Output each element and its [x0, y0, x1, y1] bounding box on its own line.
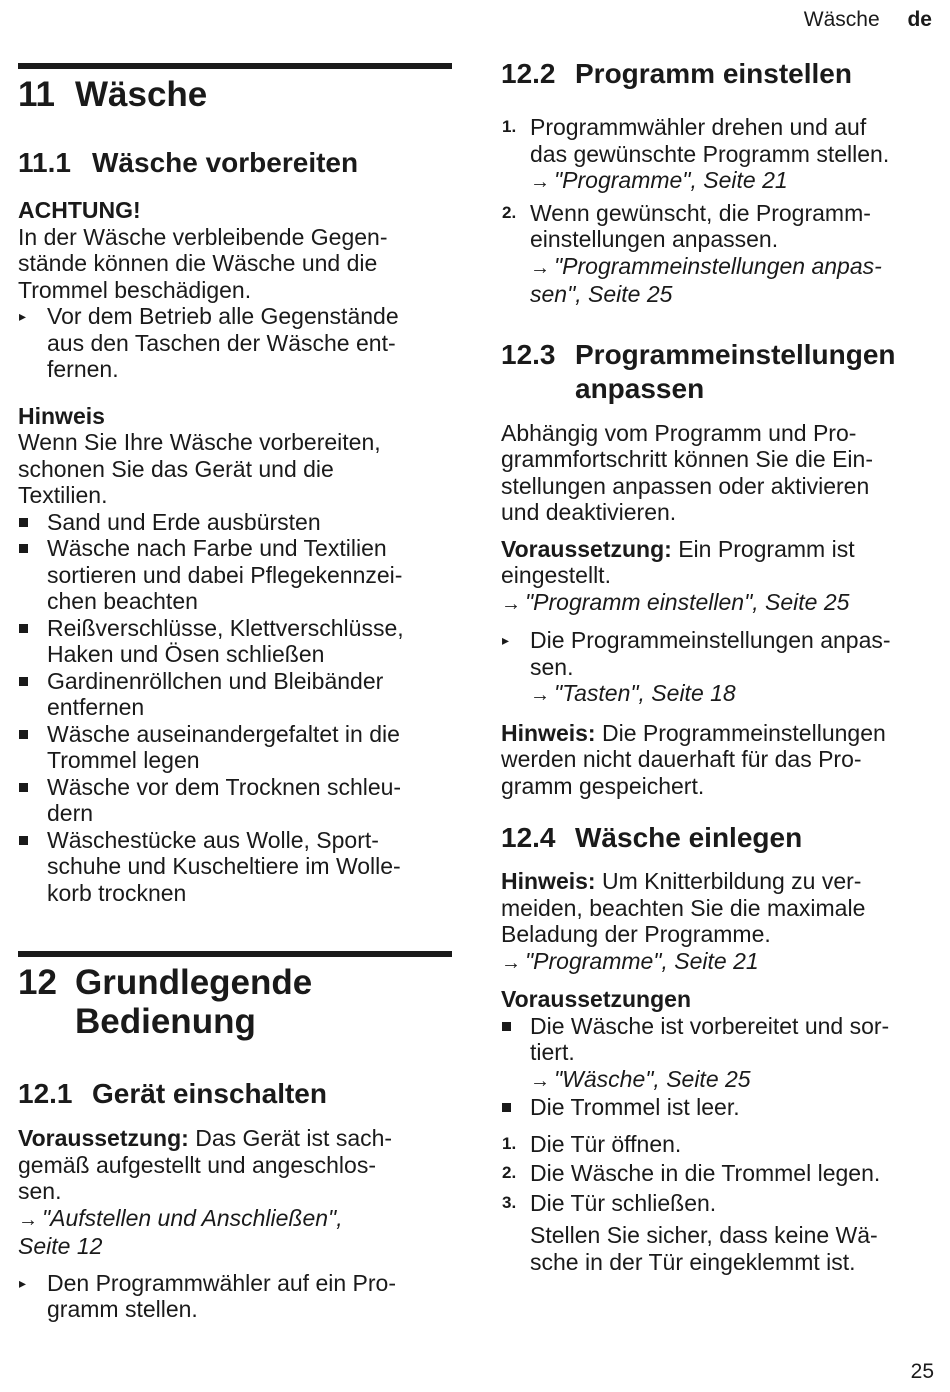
chapter-number: 11	[18, 75, 55, 114]
section-number: 12.3	[501, 338, 556, 370]
note-text	[501, 720, 938, 800]
text-line: In der Wäsche verbleibende Gegen-	[18, 223, 388, 250]
prerequisite-label: Voraussetzung:	[501, 535, 672, 562]
text-line: eingestellt.	[501, 562, 611, 588]
text-line: Vor dem Betrieb alle Gegenstände	[47, 303, 399, 329]
list-item	[501, 1190, 938, 1276]
text-line: Abhängig vom Programm und Pro-	[501, 419, 857, 446]
section-12-2-heading	[501, 57, 938, 91]
list-item	[18, 509, 452, 536]
section-title: Programm einstellen	[575, 58, 852, 89]
text-line: einstellungen anpassen.	[530, 226, 779, 252]
text-span: Die Programmeinstellungen	[601, 719, 886, 746]
text-line: entfernen	[47, 694, 145, 720]
triangle-bullet-icon: ▸	[502, 632, 510, 648]
prerequisite-text	[18, 1125, 452, 1205]
square-bullet-icon	[19, 518, 28, 527]
text-line: meiden, beachten Sie die maximale	[501, 894, 866, 921]
text-line: Die Programmeinstellungen anpas-	[530, 627, 891, 653]
text-line: dern	[47, 800, 94, 826]
step-number: 1.	[502, 1133, 517, 1153]
text-line: stände können die Wäsche und die	[18, 250, 378, 276]
text-line: Wäsche vor dem Trocknen schleu-	[47, 773, 402, 800]
note-label: Hinweis	[18, 402, 105, 429]
text-line: sche in der Tür eingeklemmt ist.	[530, 1248, 856, 1275]
arrow-right-icon: →	[530, 684, 550, 706]
triangle-bullet-icon: ▸	[19, 1274, 27, 1291]
square-bullet-icon	[19, 624, 28, 633]
arrow-right-icon: →	[18, 1208, 38, 1231]
text-line: anpassen	[575, 372, 705, 404]
text-line	[530, 253, 938, 282]
text-line: Die Wäsche ist vorbereitet und sor-	[530, 1012, 890, 1039]
square-bullet-icon	[502, 1022, 511, 1031]
text-line: Wenn gewünscht, die Programm-	[530, 199, 871, 226]
text-line: Seite 12	[18, 1233, 103, 1259]
program-steps	[501, 114, 938, 308]
warning-label: ACHTUNG!	[18, 197, 141, 223]
text-line: sen.	[18, 1178, 62, 1204]
text-line	[501, 868, 938, 895]
cross-reference-link[interactable]	[501, 948, 938, 977]
section-number: 12.1	[18, 1078, 73, 1109]
text-line: sen", Seite 25	[530, 281, 673, 307]
arrow-right-icon: →	[530, 171, 550, 193]
text-line: das gewünschte Programm stellen.	[530, 140, 890, 167]
text-line: Sand und Erde ausbürsten	[47, 508, 321, 535]
text-line: Die Tür öffnen.	[530, 1130, 682, 1157]
text-span: Um Knitterbildung zu ver-	[601, 868, 862, 894]
cross-reference-link[interactable]	[530, 680, 938, 709]
text-line: chen beachten	[47, 588, 198, 614]
text-span: "Tasten", Seite 18	[554, 680, 736, 706]
square-bullet-icon	[502, 1103, 511, 1112]
warning-text	[18, 224, 452, 304]
list-item	[18, 668, 452, 721]
text-line: Stellen Sie sicher, dass keine Wä-	[530, 1222, 878, 1248]
chapter-11-heading	[18, 63, 452, 114]
cross-reference-link[interactable]	[530, 1066, 938, 1095]
text-line	[18, 1125, 452, 1152]
square-bullet-icon	[19, 677, 28, 686]
list-item	[501, 114, 938, 196]
header-section-name: Wäsche	[803, 8, 880, 31]
text-line: tiert.	[530, 1039, 575, 1065]
text-line	[18, 1205, 452, 1234]
arrow-right-icon: →	[530, 256, 550, 279]
list-item	[501, 1094, 938, 1121]
text-line: werden nicht dauerhaft für das Pro-	[501, 746, 862, 772]
text-line: stellungen anpassen oder aktivieren	[501, 472, 870, 499]
text-line: aus den Taschen der Wäsche ent-	[47, 329, 396, 356]
chapter-title	[75, 963, 312, 1041]
step-number: 1.	[502, 117, 517, 136]
section-12-3-heading	[501, 338, 938, 406]
cross-reference-link[interactable]	[530, 253, 938, 308]
page-number: 25	[910, 1360, 934, 1383]
text-span: "Programme", Seite 21	[554, 167, 788, 193]
text-line: sortieren und dabei Pflegekennzei-	[47, 561, 403, 588]
action-step	[18, 303, 452, 383]
text-line: Bedienung	[75, 1002, 256, 1041]
text-line: Trommel legen	[47, 747, 200, 773]
list-item	[18, 774, 452, 827]
action-step	[18, 1270, 452, 1323]
section-number: 12.4	[501, 822, 556, 853]
section-number: 12.2	[501, 58, 556, 89]
step-number: 2.	[502, 1163, 517, 1182]
text-span: Ein Programm ist	[678, 535, 855, 562]
text-line: und deaktivieren.	[501, 499, 677, 525]
text-line: Wäsche nach Farbe und Textilien	[47, 535, 387, 561]
text-line: gramm stellen.	[47, 1296, 198, 1322]
text-line: Wenn Sie Ihre Wäsche vorbereiten,	[18, 429, 381, 455]
note-text	[18, 429, 452, 509]
text-line: schuhe und Kuscheltiere im Wolle-	[47, 853, 401, 879]
cross-reference-link[interactable]	[501, 589, 938, 618]
prerequisite-text	[501, 536, 938, 589]
list-item	[18, 827, 452, 907]
action-step	[501, 627, 938, 709]
list-item	[501, 1013, 938, 1095]
note-label: Hinweis:	[501, 719, 596, 746]
section-title: Gerät einschalten	[92, 1078, 327, 1109]
header-language-code: de	[907, 8, 932, 31]
preparation-list	[18, 509, 452, 907]
text-span: "Aufstellen und Anschließen",	[42, 1204, 343, 1231]
text-line: Grundlegende	[75, 963, 313, 1002]
text-line: schonen Sie das Gerät und die	[18, 455, 334, 482]
text-line: Wäschestücke aus Wolle, Sport-	[47, 826, 379, 853]
list-item	[501, 200, 938, 308]
step-number: 2.	[502, 202, 517, 222]
list-item	[18, 721, 452, 774]
section-number: 11.1	[18, 147, 71, 178]
text-line: Programmwähler drehen und auf	[530, 114, 867, 140]
note-label: Hinweis:	[501, 868, 596, 894]
right-column	[501, 0, 938, 1275]
section-12-1-heading	[18, 1077, 452, 1111]
text-line: Wäsche auseinandergefaltet in die	[47, 720, 400, 747]
list-item	[501, 1160, 938, 1187]
arrow-right-icon: →	[530, 1069, 550, 1092]
note-text	[501, 868, 938, 948]
text-line: Reißverschlüsse, Klettverschlüsse,	[47, 614, 404, 641]
list-item	[18, 615, 452, 668]
text-span: "Programme", Seite 21	[525, 947, 759, 974]
text-line: Programmeinstellungen	[575, 338, 896, 370]
text-line: Textilien.	[18, 482, 108, 508]
square-bullet-icon	[19, 544, 28, 553]
chapter-12-heading	[18, 951, 452, 1041]
text-line: fernen.	[47, 356, 119, 382]
prerequisite-label: Voraussetzung:	[18, 1125, 189, 1151]
square-bullet-icon	[19, 730, 28, 739]
section-11-1-heading	[18, 146, 452, 180]
section-title: Wäsche vorbereiten	[92, 147, 359, 178]
text-line: Trommel beschädigen.	[18, 276, 252, 303]
text-line: gemäß aufgestellt und angeschlos-	[18, 1151, 376, 1178]
text-line: Gardinenröllchen und Bleibänder	[47, 667, 384, 694]
text-line: Die Tür schließen.	[530, 1189, 717, 1216]
text-line	[501, 536, 938, 563]
text-span: "Wäsche", Seite 25	[554, 1065, 751, 1092]
loading-steps	[501, 1131, 938, 1276]
text-line: Beladung der Programme.	[501, 921, 771, 947]
section-12-4-heading	[501, 821, 938, 855]
list-item	[18, 535, 452, 615]
text-span: "Programmeinstellungen anpas-	[554, 252, 882, 279]
text-line: Die Trommel ist leer.	[530, 1094, 740, 1120]
text-span: "Programm einstellen", Seite 25	[525, 588, 850, 615]
square-bullet-icon	[19, 836, 28, 845]
text-line: Den Programmwähler auf ein Pro-	[47, 1269, 396, 1296]
intro-text	[501, 420, 938, 526]
chapter-number: 12	[18, 963, 57, 1002]
arrow-right-icon: →	[501, 592, 521, 615]
left-column	[18, 0, 452, 1323]
prerequisites-list	[501, 1013, 938, 1121]
list-item	[501, 1131, 938, 1158]
text-line: korb trocknen	[47, 879, 187, 906]
text-line: gramm gespeichert.	[501, 772, 705, 799]
text-line: sen.	[530, 653, 574, 680]
step-number: 3.	[502, 1192, 517, 1212]
square-bullet-icon	[19, 783, 28, 792]
section-title	[575, 338, 896, 406]
section-title: Wäsche einlegen	[575, 822, 803, 853]
text-line: grammfortschritt können Sie die Ein-	[501, 446, 873, 472]
arrow-right-icon: →	[501, 951, 521, 974]
chapter-title: Wäsche	[75, 75, 208, 114]
cross-reference-link[interactable]	[530, 167, 938, 196]
prerequisites-label: Voraussetzungen	[501, 986, 691, 1012]
cross-reference-link[interactable]	[18, 1205, 452, 1260]
triangle-bullet-icon: ▸	[19, 308, 27, 324]
text-span: Das Gerät ist sach-	[195, 1125, 393, 1151]
text-line	[501, 720, 938, 747]
text-line: Haken und Ösen schließen	[47, 641, 325, 667]
text-line: Die Wäsche in die Trommel legen.	[530, 1160, 881, 1186]
